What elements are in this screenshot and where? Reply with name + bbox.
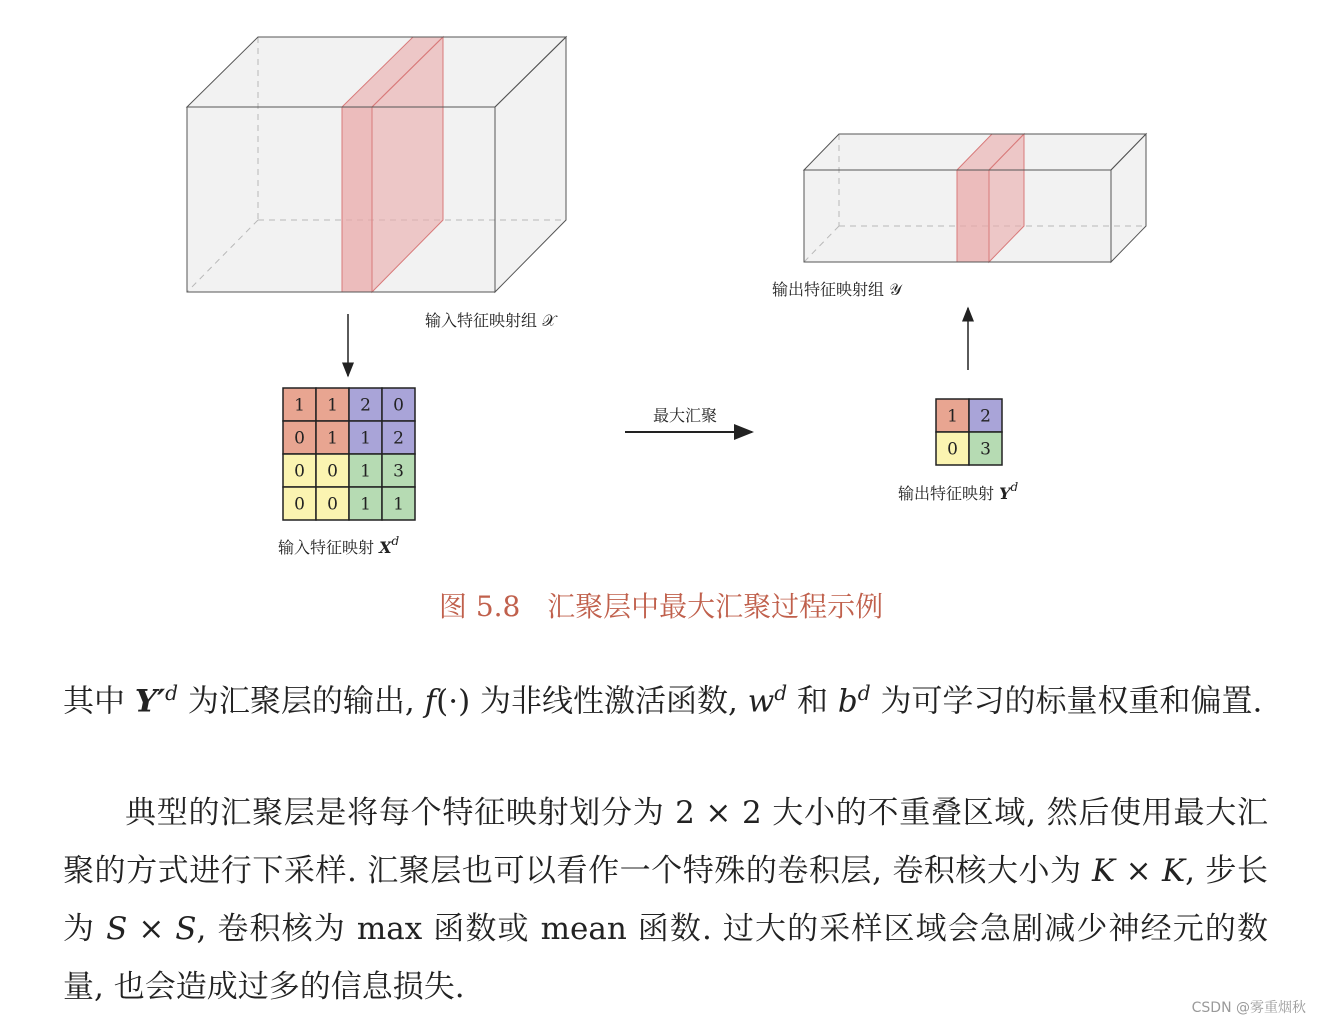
input-grid-cell-value: 1 [393,494,404,515]
max-pooling-label: 最大汇聚 [653,406,718,425]
figure-caption [0,585,1322,625]
input-grid-cell-value: 0 [294,428,305,449]
input-grid-cell-value: 1 [360,494,371,515]
input-grid-cell-value: 2 [360,395,371,416]
input-grid-cell-value: 3 [393,461,404,482]
output-map-label: 输出特征映射 $Y^d$ [898,480,1019,503]
input-grid-cell-value: 0 [327,494,338,515]
input-grid-cell-value: 2 [393,428,404,449]
input-grid-cell-value: 0 [294,461,305,482]
output-grid-cell-value: 1 [947,406,958,427]
output-feature-group-box [804,134,1146,262]
paragraph-1: 其中 $Y'^d$ 为汇聚层的输出, f(·) 为非线性激活函数, $w^d$ 和 $b^d$ 为可学习的标量权重和偏置. [63,681,1263,720]
caption-number: 图 5.8 [438,590,521,623]
input-map-label: 输入特征映射 $X^d$ [278,534,400,557]
output-grid-cell-value: 3 [980,439,991,460]
input-grid [283,388,415,520]
input-grid-cell-value: 1 [327,428,338,449]
input-grid-cell-value: 1 [360,461,371,482]
watermark: CSDN @雾重烟秋 [1191,1000,1306,1016]
input-grid-cell-value: 1 [294,395,305,416]
input-grid-cell-value: 0 [393,395,404,416]
output-grid-cell-value: 2 [980,406,991,427]
input-feature-group-box [187,37,566,292]
input-grid-cell-value: 0 [294,494,305,515]
output-grid-cell-value: 0 [947,439,958,460]
input-grid-cell-value: 1 [327,395,338,416]
input-grid-cell-value: 1 [360,428,371,449]
output-grid [936,399,1002,465]
input-grid-cell-value: 0 [327,461,338,482]
caption-text: 汇聚层中最大汇聚过程示例 [547,590,884,623]
input-group-label: 输入特征映射组 𝒳 [425,311,556,330]
paragraph-2: 典型的汇聚层是将每个特征映射划分为 2 × 2 大小的不重叠区域, 然后使用最大汇聚的方式进行下采样. 汇聚层也可以看作一个特殊的卷积层, 卷积核大小为 K × K, 步长为 S × S, 卷积核为 max 函数或 mean 函数. 过大的采样区域会急剧减少神经元的数量, 也会造成过多的信息损失. [63,795,1268,1005]
output-group-label: 输出特征映射组 𝒴 [772,280,902,299]
